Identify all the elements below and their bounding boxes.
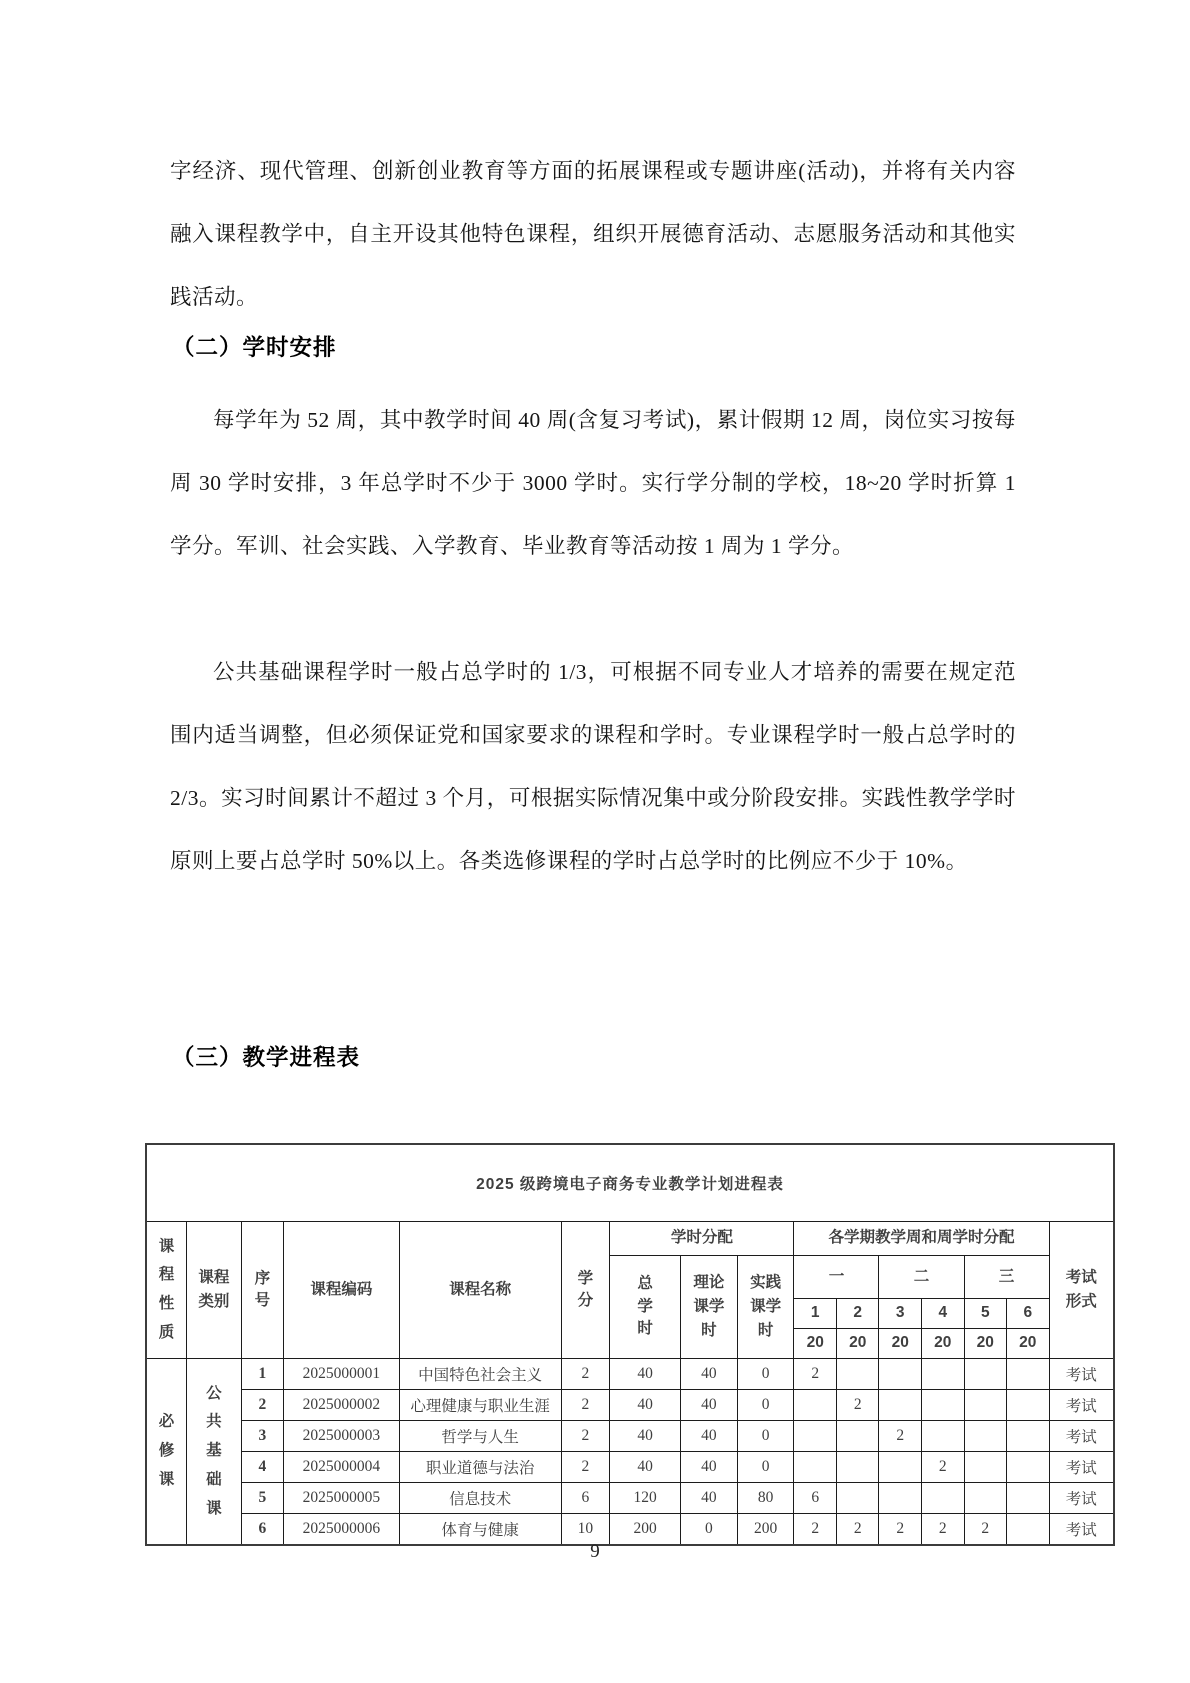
- header-week-hours-5: 20: [964, 1329, 1007, 1359]
- cell-practice-hours: 200: [737, 1514, 794, 1546]
- cell-course-name: 中国特色社会主义: [399, 1359, 561, 1390]
- header-exam-form: 考试形式: [1049, 1222, 1114, 1359]
- cell-week: [879, 1452, 922, 1483]
- cell-week: 2: [879, 1421, 922, 1452]
- cell-course-name: 哲学与人生: [399, 1421, 561, 1452]
- cell-week: [1007, 1359, 1050, 1390]
- cell-week: [879, 1390, 922, 1421]
- header-week-hours-4: 20: [922, 1329, 965, 1359]
- cell-code: 2025000002: [284, 1390, 399, 1421]
- header-course-code: 课程编码: [284, 1222, 399, 1359]
- header-semester-1: 一: [794, 1256, 879, 1299]
- header-course-name: 课程名称: [399, 1222, 561, 1359]
- cell-week: [964, 1483, 1007, 1514]
- header-week-hours-3: 20: [879, 1329, 922, 1359]
- cell-theory-hours: 40: [681, 1452, 738, 1483]
- table-row: [146, 1421, 1114, 1452]
- page-number: 9: [590, 1541, 600, 1562]
- header-seq: 序号: [241, 1222, 284, 1359]
- table-row: [146, 1390, 1114, 1421]
- cell-week: 2: [879, 1514, 922, 1546]
- cell-theory-hours: 40: [681, 1390, 738, 1421]
- cell-exam-form: 考试: [1049, 1390, 1114, 1421]
- header-week-5: 5: [964, 1299, 1007, 1329]
- cell-week: [922, 1359, 965, 1390]
- cell-week: [922, 1483, 965, 1514]
- cell-seq: 3: [241, 1421, 284, 1452]
- header-total-hours: 总学时: [610, 1256, 681, 1359]
- schedule-table: [145, 1143, 1115, 1546]
- cell-course-nature: 必修课: [146, 1359, 187, 1546]
- table-row: [146, 1483, 1114, 1514]
- cell-total-hours: 40: [610, 1390, 681, 1421]
- cell-week: 2: [794, 1359, 837, 1390]
- table-title-row: [146, 1144, 1114, 1222]
- cell-exam-form: 考试: [1049, 1421, 1114, 1452]
- cell-code: 2025000005: [284, 1483, 399, 1514]
- cell-week: [879, 1483, 922, 1514]
- section-heading-hours: （二）学时安排: [172, 335, 337, 360]
- cell-practice-hours: 0: [737, 1421, 794, 1452]
- paragraph-continuation: 字经济、现代管理、创新创业教育等方面的拓展课程或专题讲座(活动)，并将有关内容融入课程教学中，自主开设其他特色课程，组织开展德育活动、志愿服务活动和其他实践活动。: [170, 159, 1016, 309]
- header-course-nature: 课程性质: [146, 1222, 187, 1359]
- paragraph-hours-1: 每学年为 52 周，其中教学时间 40 周(含复习考试)，累计假期 12 周，岗位实习按每周 30 学时安排，3 年总学时不少于 3000 学时。实行学分制的学校，18~20 学时折算 1 学分。军训、社会实践、入学教育、毕业教育等活动按 1 周为 1 学分。: [170, 408, 1016, 558]
- cell-week: [836, 1452, 879, 1483]
- cell-total-hours: 200: [610, 1514, 681, 1546]
- cell-week: 2: [964, 1514, 1007, 1546]
- header-week-hours-2: 20: [836, 1329, 879, 1359]
- cell-theory-hours: 0: [681, 1514, 738, 1546]
- cell-course-name: 职业道德与法治: [399, 1452, 561, 1483]
- cell-total-hours: 40: [610, 1452, 681, 1483]
- cell-code: 2025000003: [284, 1421, 399, 1452]
- cell-week: [964, 1452, 1007, 1483]
- cell-week: [964, 1359, 1007, 1390]
- cell-course-category: 公共基础课: [187, 1359, 242, 1546]
- cell-week: [836, 1421, 879, 1452]
- cell-exam-form: 考试: [1049, 1514, 1114, 1546]
- cell-seq: 6: [241, 1514, 284, 1546]
- header-row-groups: [146, 1222, 1114, 1256]
- header-credit: 学分: [561, 1222, 610, 1359]
- header-semester-3: 三: [964, 1256, 1049, 1299]
- header-theory-hours: 理论课学时: [681, 1256, 738, 1359]
- cell-exam-form: 考试: [1049, 1483, 1114, 1514]
- cell-exam-form: 考试: [1049, 1359, 1114, 1390]
- paragraph-hours-2: 公共基础课程学时一般占总学时的 1/3，可根据不同专业人才培养的需要在规定范围内适当调整，但必须保证党和国家要求的课程和学时。专业课程学时一般占总学时的 2/3。实习时间累计不超过 3 个月，可根据实际情况集中或分阶段安排。实践性教学学时原则上要占总学时 50%以上。各类选修课程的学时占总学时的比例应不少于 10%。: [170, 660, 1016, 873]
- cell-week: [1007, 1421, 1050, 1452]
- cell-week: [922, 1390, 965, 1421]
- header-week-4: 4: [922, 1299, 965, 1329]
- header-week-hours-1: 20: [794, 1329, 837, 1359]
- cell-course-name: 信息技术: [399, 1483, 561, 1514]
- cell-credit: 2: [561, 1390, 610, 1421]
- header-week-2: 2: [836, 1299, 879, 1329]
- cell-theory-hours: 40: [681, 1421, 738, 1452]
- header-semester-group: 各学期教学周和周学时分配: [794, 1222, 1049, 1256]
- cell-credit: 2: [561, 1421, 610, 1452]
- header-week-6: 6: [1007, 1299, 1050, 1329]
- cell-week: 2: [794, 1514, 837, 1546]
- cell-seq: 4: [241, 1452, 284, 1483]
- table-title: 2025 级跨境电子商务专业教学计划进程表: [146, 1144, 1114, 1222]
- cell-week: [922, 1421, 965, 1452]
- cell-practice-hours: 0: [737, 1452, 794, 1483]
- schedule-table-container: [145, 1143, 1115, 1546]
- cell-practice-hours: 0: [737, 1390, 794, 1421]
- header-semester-2: 二: [879, 1256, 964, 1299]
- section-heading-schedule: （三）教学进程表: [172, 1045, 361, 1070]
- cell-week: [879, 1359, 922, 1390]
- header-week-hours-6: 20: [1007, 1329, 1050, 1359]
- cell-week: [1007, 1452, 1050, 1483]
- cell-course-name: 心理健康与职业生涯: [399, 1390, 561, 1421]
- cell-code: 2025000006: [284, 1514, 399, 1546]
- table-row: [146, 1359, 1114, 1390]
- cell-credit: 2: [561, 1452, 610, 1483]
- cell-code: 2025000001: [284, 1359, 399, 1390]
- cell-theory-hours: 40: [681, 1483, 738, 1514]
- table-row: [146, 1452, 1114, 1483]
- cell-week: 2: [836, 1514, 879, 1546]
- cell-week: [794, 1452, 837, 1483]
- cell-exam-form: 考试: [1049, 1452, 1114, 1483]
- cell-week: [964, 1390, 1007, 1421]
- cell-week: [836, 1483, 879, 1514]
- cell-practice-hours: 0: [737, 1359, 794, 1390]
- cell-week: [794, 1421, 837, 1452]
- header-course-category: 课程类别: [187, 1222, 242, 1359]
- cell-practice-hours: 80: [737, 1483, 794, 1514]
- cell-week: 2: [922, 1514, 965, 1546]
- header-practice-hours: 实践课学时: [737, 1256, 794, 1359]
- cell-week: [964, 1421, 1007, 1452]
- cell-total-hours: 40: [610, 1359, 681, 1390]
- cell-credit: 6: [561, 1483, 610, 1514]
- cell-week: 6: [794, 1483, 837, 1514]
- cell-week: 2: [836, 1390, 879, 1421]
- cell-week: [794, 1390, 837, 1421]
- cell-seq: 1: [241, 1359, 284, 1390]
- cell-week: 2: [922, 1452, 965, 1483]
- header-week-1: 1: [794, 1299, 837, 1329]
- cell-course-name: 体育与健康: [399, 1514, 561, 1546]
- cell-seq: 5: [241, 1483, 284, 1514]
- cell-theory-hours: 40: [681, 1359, 738, 1390]
- header-hours-group: 学时分配: [610, 1222, 794, 1256]
- cell-total-hours: 120: [610, 1483, 681, 1514]
- cell-code: 2025000004: [284, 1452, 399, 1483]
- cell-credit: 2: [561, 1359, 610, 1390]
- cell-week: [836, 1359, 879, 1390]
- header-week-3: 3: [879, 1299, 922, 1329]
- cell-week: [1007, 1483, 1050, 1514]
- cell-seq: 2: [241, 1390, 284, 1421]
- cell-week: [1007, 1390, 1050, 1421]
- cell-credit: 10: [561, 1514, 610, 1546]
- cell-total-hours: 40: [610, 1421, 681, 1452]
